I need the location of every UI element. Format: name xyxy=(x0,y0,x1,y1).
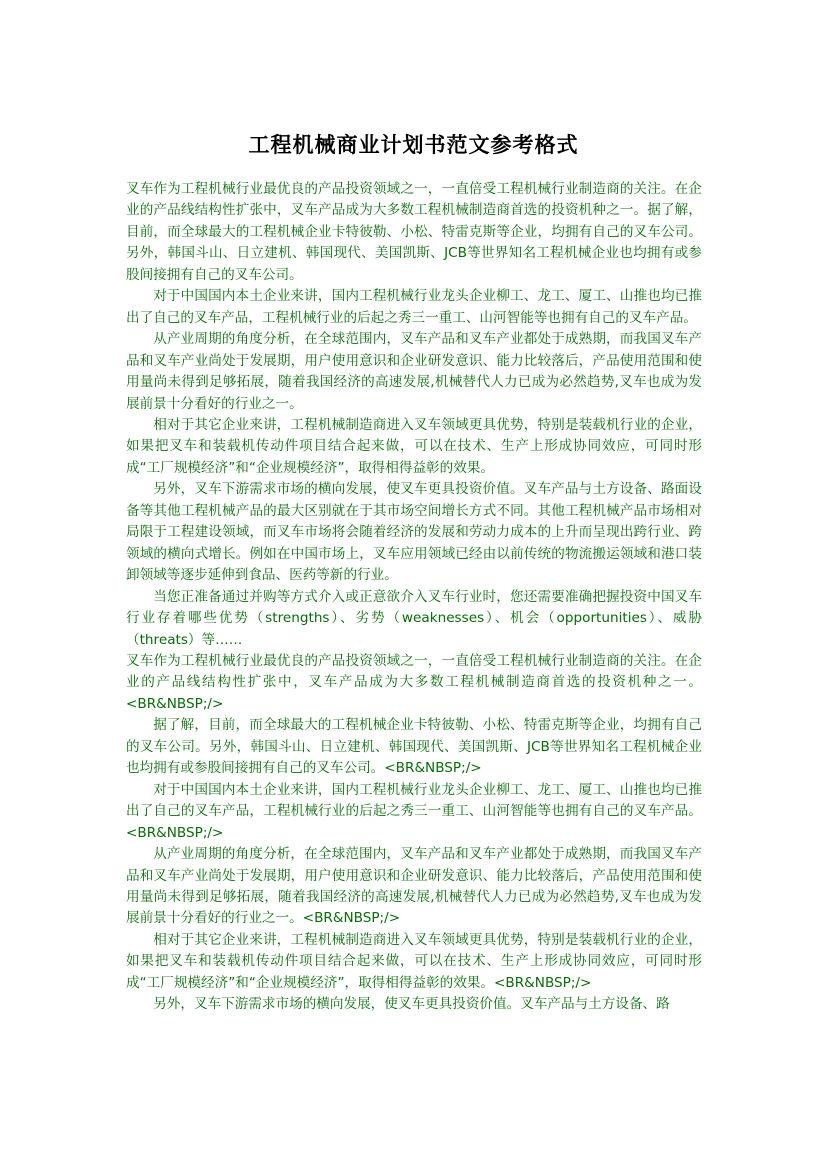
paragraph-9: 对于中国国内本土企业来讲，国内工程机械行业龙头企业柳工、龙工、厦工、山推也均已推出了自己的叉车产品，工程机械行业的后起之秀三一重工、山河智能等也拥有自己的叉车产品。<BR&NBSP;/> xyxy=(126,781,702,841)
paragraph-5: 另外，叉车下游需求市场的横向发展，使叉车更具投资价值。叉车产品与土方设备、路面设备等其他工程机械产品的最大区别就在于其市场空间增长方式不同。其他工程机械产品市场相对局限于工程建设领域，而叉车市场将会随着经济的发展和劳动力成本的上升而呈现出跨行业、跨领域的横向式增长。例如在中国市场上，叉车应用领域已经由以前传统的物流搬运领域和港口装卸领域等逐步延伸到食品、医药等新的行业。 xyxy=(126,481,702,584)
paragraph-1: 叉车作为工程机械行业最优良的产品投资领域之一，一直倍受工程机械行业制造商的关注。在企业的产品线结构性扩张中，叉车产品成为大多数工程机械制造商首选的投资机种之一。据了解，目前，而全球最大的工程机械企业卡特彼勒、小松、特雷克斯等企业，均拥有自己的叉车公司。另外，韩国斗山、日立建机、韩国现代、美国凯斯、JCB等世界知名工程机械企业也均拥有或参股间接拥有自己的叉车公司。 xyxy=(126,181,702,283)
paragraph-3: 从产业周期的角度分析，在全球范围内，叉车产品和叉车产业都处于成熟期，而我国叉车产品和叉车产业尚处于发展期，用户使用意识和企业研发意识、能力比较落后，产品使用范围和使用量尚未得到足够拓展，随着我国经济的高速发展,机械替代人力已成为必然趋势,叉车也成为发展前景十分看好的行业之一。 xyxy=(126,331,702,412)
paragraph-12: 另外，叉车下游需求市场的横向发展，使叉车更具投资价值。叉车产品与土方设备、路 xyxy=(153,996,670,1013)
document-title: 工程机械商业计划书范文参考格式 xyxy=(248,132,579,157)
paragraph-2: 对于中国国内本土企业来讲，国内工程机械行业龙头企业柳工、龙工、厦工、山推也均已推出了自己的叉车产品，工程机械行业的后起之秀三一重工、山河智能等也拥有自己的叉车产品。 xyxy=(126,288,702,326)
paragraph-7: 叉车作为工程机械行业最优良的产品投资领域之一，一直倍受工程机械行业制造商的关注。在企业的产品线结构性扩张中，叉车产品成为大多数工程机械制造商首选的投资机种之一。<BR&NBSP;/> xyxy=(126,652,702,712)
paragraph-8: 据了解，目前，而全球最大的工程机械企业卡特彼勒、小松、特雷克斯等企业，均拥有自己的叉车公司。另外，韩国斗山、日立建机、韩国现代、美国凯斯、JCB等世界知名工程机械企业也均拥有或参股间接拥有自己的叉车公司。<BR&NBSP;/> xyxy=(126,717,702,777)
paragraph-4: 相对于其它企业来讲，工程机械制造商进入叉车领域更具优势，特别是装载机行业的企业，如果把叉车和装载机传动件项目结合起来做，可以在技术、生产上形成协同效应，可同时形成“工厂规模经济”和“企业规模经济”，取得相得益彰的效果。 xyxy=(126,416,702,476)
paragraph-10: 从产业周期的角度分析，在全球范围内，叉车产品和叉车产业都处于成熟期，而我国叉车产品和叉车产业尚处于发展期，用户使用意识和企业研发意识、能力比较落后，产品使用范围和使用量尚未得到足够拓展，随着我国经济的高速发展,机械替代人力已成为必然趋势,叉车也成为发展前景十分看好的行业之一。<BR&NBSP;/> xyxy=(126,846,702,927)
paragraph-11: 相对于其它企业来讲，工程机械制造商进入叉车领域更具优势，特别是装载机行业的企业，如果把叉车和装载机传动件项目结合起来做，可以在技术、生产上形成协同效应，可同时形成“工厂规模经济”和“企业规模经济”，取得相得益彰的效果。<BR&NBSP;/> xyxy=(126,931,702,991)
document-body xyxy=(126,179,702,1016)
paragraph-6: 当您正准备通过并购等方式介入或正意欲介入叉车行业时，您还需要准确把握投资中国叉车行业存着哪些优势（strengths）、劣势（weaknesses）、机会（opportunities）、威胁（threats）等…… xyxy=(126,588,702,648)
